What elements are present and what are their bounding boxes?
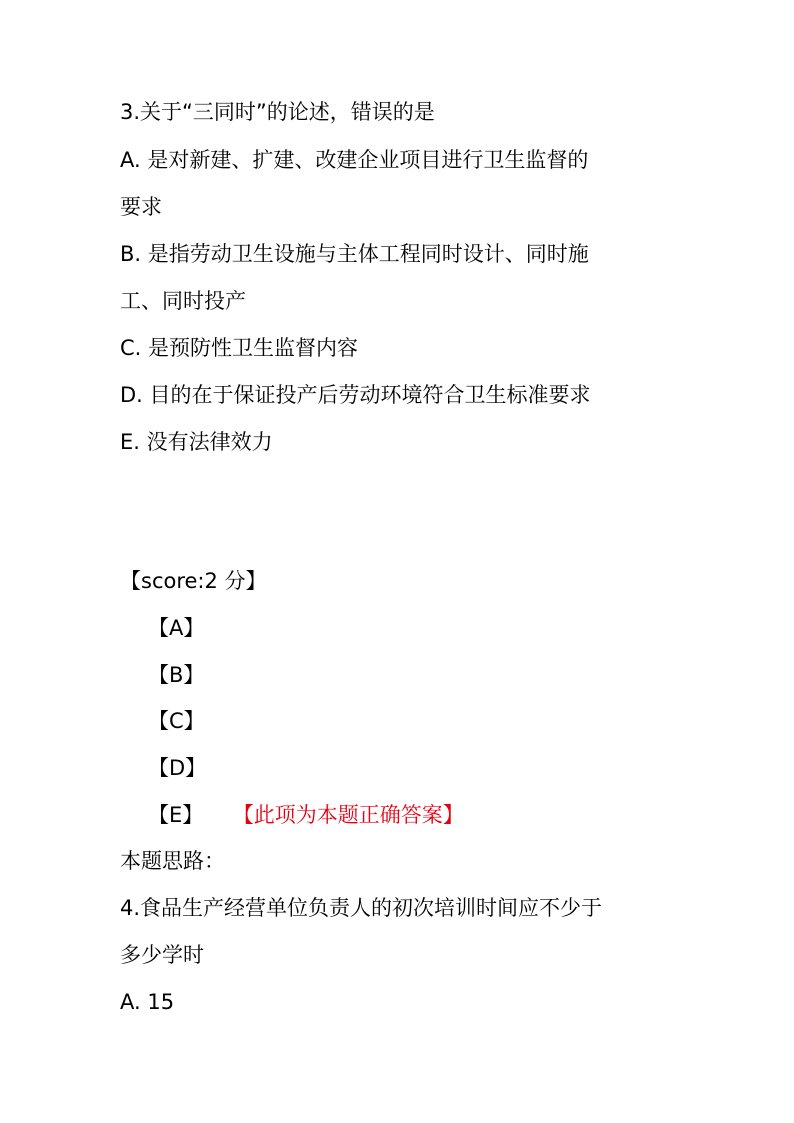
answer-choice-d: 【D】 xyxy=(148,756,207,780)
answer-choice-e: 【E】 xyxy=(148,803,204,827)
answer-choice-e-row xyxy=(148,800,464,830)
answer-choice-c: 【C】 xyxy=(148,709,205,733)
correct-answer-note: 【此项为本题正确答案】 xyxy=(243,803,464,827)
question-3-option-a-cont: 要求 xyxy=(120,195,162,219)
question-4-option-a: A. 15 xyxy=(120,990,175,1014)
question-4-stem: 4.食品生产经营单位负责人的初次培训时间应不少于 xyxy=(120,896,603,920)
question-3-option-d: D. 目的在于保证投产后劳动环境符合卫生标准要求 xyxy=(120,383,591,407)
score-label: 【score:2 分】 xyxy=(120,569,267,593)
question-3-option-e: E. 没有法律效力 xyxy=(120,430,273,454)
question-4-stem-cont: 多少学时 xyxy=(120,943,204,967)
question-3-option-b-cont: 工、同时投产 xyxy=(120,289,246,313)
question-3-option-c: C. 是预防性卫生监督内容 xyxy=(120,336,359,360)
question-3-option-a: A. 是对新建、扩建、改建企业项目进行卫生监督的 xyxy=(120,148,589,172)
answer-choice-a: 【A】 xyxy=(148,616,205,640)
answer-choice-b: 【B】 xyxy=(148,663,205,687)
question-3-stem: 3.关于“三同时”的论述，错误的是 xyxy=(120,100,435,124)
question-3-option-b: B. 是指劳动卫生设施与主体工程同时设计、同时施 xyxy=(120,242,589,266)
analysis-label: 本题思路： xyxy=(120,849,225,873)
